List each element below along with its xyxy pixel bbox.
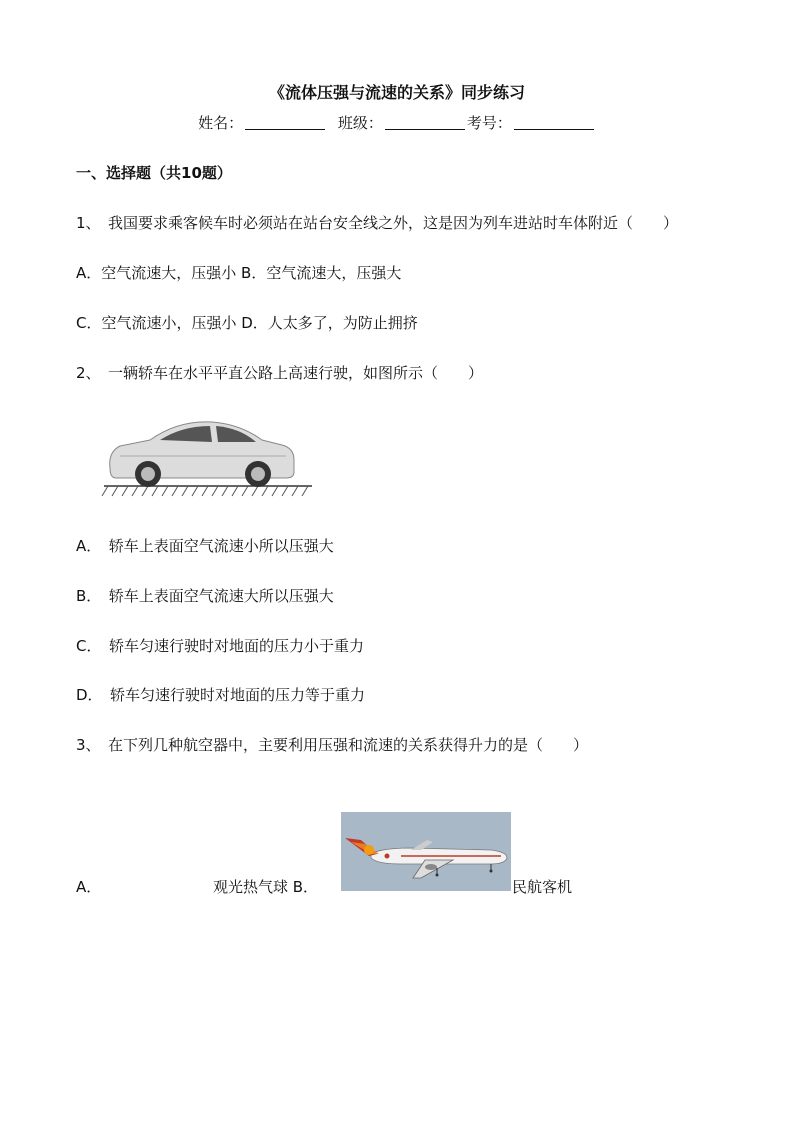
- name-blank[interactable]: [245, 115, 325, 130]
- car-illustration: [100, 412, 320, 500]
- q3-option-a-prefix: A．: [76, 878, 102, 896]
- class-label: 班级：: [337, 114, 383, 132]
- q2-stem: 2、 一辆轿车在水平平直公路上高速行驶，如图所示（ ）: [76, 364, 484, 382]
- q2-option-c: C． 轿车匀速行驶时对地面的压力小于重力: [76, 637, 364, 655]
- page-title: 《流体压强与流速的关系》同步练习: [268, 83, 525, 102]
- q1-options-cd: C．空气流速小，压强小 D．人太多了，为防止拥挤: [76, 314, 418, 332]
- name-label: 姓名：: [198, 114, 244, 132]
- q3-stem: 3、 在下列几种航空器中，主要利用压强和流速的关系获得升力的是（ ）: [76, 736, 589, 754]
- class-blank[interactable]: [385, 115, 465, 130]
- number-label: 考号：: [466, 114, 512, 132]
- q1-options-ab: A．空气流速大，压强小 B．空气流速大，压强大: [76, 264, 402, 282]
- q3-option-b-text: 民航客机: [512, 878, 573, 896]
- q2-option-b: B． 轿车上表面空气流速大所以压强大: [76, 587, 334, 605]
- student-info-row: [0, 112, 794, 133]
- airliner-photo: [341, 812, 511, 891]
- q2-option-a: A． 轿车上表面空气流速小所以压强大: [76, 537, 334, 555]
- section-heading: 一、选择题（共10题）: [76, 164, 232, 182]
- q1-stem: 1、 我国要求乘客候车时必须站在站台安全线之外，这是因为列车进站时车体附近（ ）: [76, 214, 679, 232]
- number-blank[interactable]: [514, 115, 594, 130]
- q2-option-d: D． 轿车匀速行驶时对地面的压力等于重力: [76, 686, 366, 704]
- q3-option-a-text: 观光热气球 B．: [213, 878, 319, 896]
